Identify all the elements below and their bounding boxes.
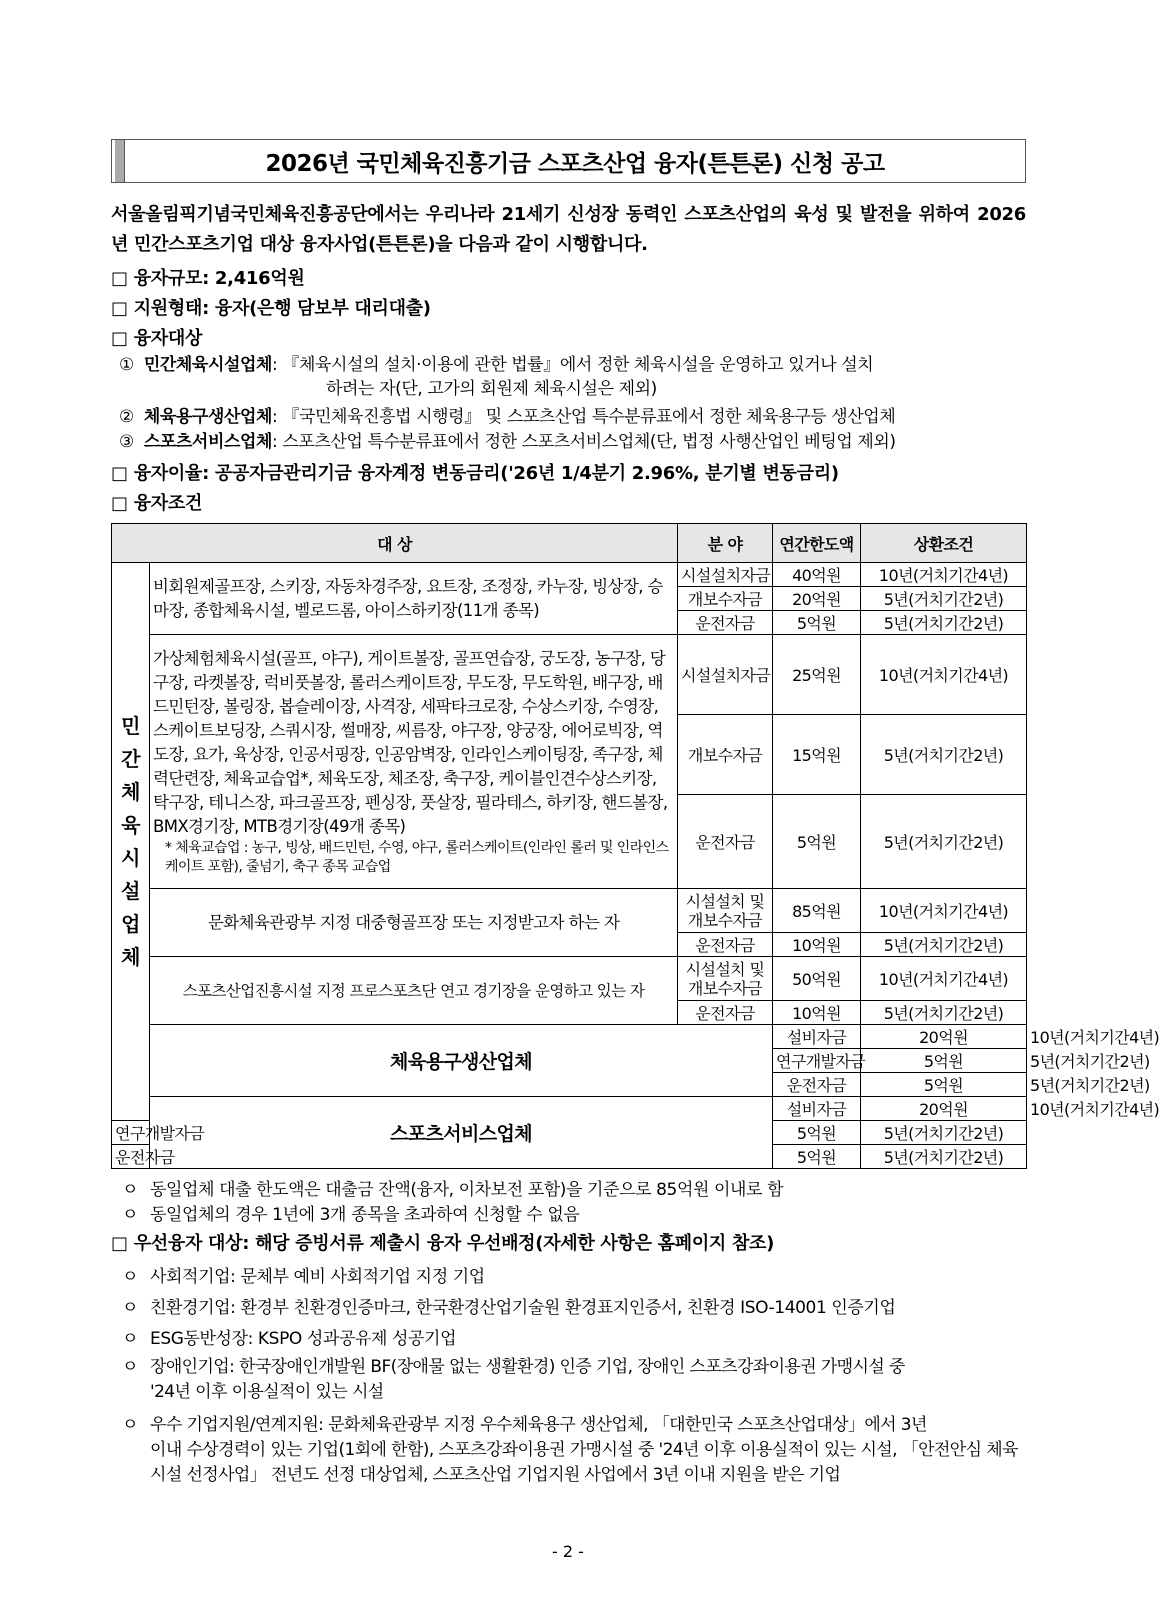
- note-1: ㅇ 동일업체 대출 한도액은 대출금 잔액(융자, 이차보전 포함)을 기준으로 85억원 이내로 함: [122, 1180, 784, 1200]
- table-cell: 5년(거치기간2년): [861, 933, 1027, 957]
- table-cell: 운전자금: [678, 933, 773, 957]
- table-cell: 10억원: [773, 1001, 861, 1025]
- table-cell: 5년(거치기간2년): [861, 1145, 1027, 1169]
- table-cell: 5억원: [861, 1049, 1027, 1073]
- intro-paragraph: 서울올림픽기념국민체육진흥공단에서는 우리나라 21세기 신성장 동력인 스포츠산업의 육성 및 발전을 위하여 2026년 민간스포츠기업 대상 융자사업(튼튼론)을 다음과 같이 시행합니다.: [111, 204, 1026, 255]
- table-cell: 운전자금: [112, 1145, 150, 1169]
- table-cell: 85억원: [773, 889, 861, 933]
- priority-item-5: ㅇ 우수 기업지원/연계지원: 문화체육관광부 지정 우수체육용구 생산업체, 「대한민국 스포츠산업대상」에서 3년 이내 수상경력이 있는 기업(1회에 한함), 스포츠강좌이용권 가맹시설 중 '24년 이후 이용실적이 있는 시설, 「안전안심 체육시설 선정사업」 전년도 선정 대상업체, 스포츠산업 기업지원 사업에서 3년 이내 지원을 받은 기업: [122, 1415, 1018, 1485]
- table-cell: 5년(거치기간2년): [861, 611, 1027, 635]
- g4-description: 스포츠산업진흥시설 지정 프로스포츠단 연고 경기장을 운영하고 있는 자: [150, 957, 678, 1025]
- g3-description: 문화체육관광부 지정 대중형골프장 또는 지정받고자 하는 자: [150, 889, 678, 957]
- table-cell: 10년(거치기간4년): [861, 563, 1027, 587]
- table-cell: 개보수자금: [678, 715, 773, 795]
- section-form: □ 지원형태: 융자(은행 담보부 대리대출): [111, 298, 431, 319]
- table-cell: 설비자금: [773, 1097, 861, 1121]
- table-cell: 40억원: [773, 563, 861, 587]
- table-cell: 5억원: [773, 1121, 861, 1145]
- table-cell: 5년(거치기간2년): [861, 1001, 1027, 1025]
- priority-item-4: ㅇ 장애인기업: 한국장애인개발원 BF(장애물 없는 생활환경) 인증 기업, 장애인 스포츠강좌이용권 가맹시설 중 '24년 이후 이용실적이 있는 시설: [122, 1357, 905, 1402]
- g2-footnote: * 체육교습업 : 농구, 빙상, 배드민턴, 수영, 야구, 롤러스케이트(인라인 롤러 및 인라인스케이트 포함), 줄넘기, 축구 종목 교습업: [165, 839, 669, 875]
- table-cell: 20억원: [773, 587, 861, 611]
- table-cell: 시설설치 및 개보수자금: [678, 889, 773, 933]
- table-cell: 시설설치 및 개보수자금: [678, 957, 773, 1001]
- table-cell: 5억원: [773, 795, 861, 889]
- header-repayment: 상환조건: [861, 524, 1027, 563]
- table-cell: 운전자금: [773, 1073, 861, 1097]
- table-cell: 10억원: [773, 933, 861, 957]
- priority-item-2: ㅇ 친환경기업: 환경부 친환경인증마크, 한국환경산업기술원 환경표지인증서, 친환경 ISO-14001 인증기업: [122, 1298, 896, 1318]
- table-cell: 5억원: [861, 1073, 1027, 1097]
- title-accent-bar: [115, 140, 125, 182]
- title-box: [111, 139, 1026, 183]
- table-cell: 시설설치자금: [678, 563, 773, 587]
- table-cell: 10년(거치기간4년): [861, 957, 1027, 1001]
- table-cell: 20억원: [861, 1025, 1027, 1049]
- table-cell: 5억원: [773, 611, 861, 635]
- table-cell: 운전자금: [678, 795, 773, 889]
- section-scale: □ 융자규모: 2,416억원: [111, 268, 305, 289]
- header-target: 대 상: [112, 524, 678, 563]
- service-group-label: 스포츠서비스업체: [150, 1097, 773, 1169]
- table-cell: 연구개발자금: [773, 1049, 861, 1073]
- header-field: 분 야: [678, 524, 773, 563]
- table-cell: 5년(거치기간2년): [861, 1121, 1027, 1145]
- section-priority: □ 우선융자 대상: 해당 증빙서류 제출시 융자 우선배정(자세한 사항은 홈페이지 참조): [111, 1233, 775, 1254]
- priority-item-3: ㅇ ESG동반성장: KSPO 성과공유제 성공기업: [122, 1329, 457, 1349]
- table-cell: 시설설치자금: [678, 635, 773, 715]
- section-target: □ 융자대상: [111, 328, 203, 349]
- table-cell: 5년(거치기간2년): [861, 715, 1027, 795]
- g2-description: 가상체험체육시설(골프, 야구), 게이트볼장, 골프연습장, 궁도장, 농구장, 당구장, 라켓볼장, 럭비풋볼장, 롤러스케이트장, 무도장, 무도학원, 배구장, 배드민턴장, 볼링장, 봅슬레이장, 사격장, 세팍타크로장, 수상스키장, 수영장, 스케이트보딩장, 스쿼시장, 썰매장, 씨름장, 야구장, 양궁장, 에어로빅장, 역도장, 요가, 육상장, 인공서핑장, 인공암벽장, 인라인스케이팅장, 족구장, 체력단련장, 체육교습업*, 체육도장, 체조장, 축구장, 케이블인견수상스키장, 탁구장, 테니스장, 파크골프장, 펜싱장, 풋살장, 필라테스, 하키장, 핸드볼장, BMX경기장, MTB경기장(49개 종목) * 체육교습업 : 농구, 빙상, 배드민턴, 수영, 야구, 롤러스케이트(인라인 롤러 및 인라인스케이트 포함), 줄넘기, 축구 종목 교습업: [150, 635, 678, 889]
- table-cell: 10년(거치기간4년): [861, 635, 1027, 715]
- table-cell: 설비자금: [773, 1025, 861, 1049]
- target-item-3: ③ 스포츠서비스업체: 스포츠산업 특수분류표에서 정한 스포츠서비스업체(단, 법정 사행산업인 베팅업 제외): [119, 432, 896, 452]
- table-cell: 5년(거치기간2년): [861, 587, 1027, 611]
- page-title: 2026년 국민체육진흥기금 스포츠산업 융자(튼튼론) 신청 공고: [265, 150, 885, 177]
- header-limit: 연간한도액: [773, 524, 861, 563]
- equip-group-label: 체육용구생산업체: [150, 1025, 773, 1097]
- g1-description: 비회원제골프장, 스키장, 자동차경주장, 요트장, 조정장, 카누장, 빙상장, 승마장, 종합체육시설, 벨로드롬, 아이스하키장(11개 종목): [150, 563, 678, 635]
- target-item-1: ① 민간체육시설업체: 『체육시설의 설치·이용에 관한 법률』에서 정한 체육시설을 운영하고 있거나 설치: [119, 355, 874, 375]
- table-cell: 운전자금: [678, 1001, 773, 1025]
- section-conditions: □ 융자조건: [111, 493, 203, 514]
- page-number: - 2 -: [552, 1542, 584, 1561]
- target-item-1-cont: 하려는 자(단, 고가의 회원제 체육시설은 제외): [326, 379, 657, 399]
- table-cell: 운전자금: [678, 611, 773, 635]
- table-cell: 5년(거치기간2년): [861, 795, 1027, 889]
- loan-conditions-table: 대 상 분 야 연간한도액 상환조건 민 간 체 육 시 설 업 체 비회원제골프장, 스키장, 자동차경주장, 요트장, 조정장, 카누장, 빙상장, 승마장, 종합체육시설, 벨로드롬, 아이스하키장(11개 종목) 시설설치자금 40억원 10년(거치기간4년) 개보수자금 20억원 5년(거치기간2년) 운전자금 5억원 5년(거치기간2년) 가상체험체육시설(골프, 야구), 게이트볼장, 골프연습장, 궁도장, 농구장, 당구장, 라켓볼장, 럭비풋볼장, 롤러스케이트장, 무도장, 무도학원, 배구장, 배드민턴장, 볼링장, 봅슬레이장, 사격장, 세팍타크로장, 수상스키장, 수영장, 스케이트보딩장, 스쿼시장, 썰매장, 씨름장, 야구장, 양궁장, 에어로빅장, 역도장, 요가, 육상장, 인공서핑장, 인공암벽장, 인라인스케이팅장, 족구장, 체력단련장, 체육교습업*, 체육도장, 체조장, 축구장, 케이블인견수상스키장, 탁구장, 테니스장, 파크골프장, 펜싱장, 풋살장, 필라테스, 하키장, 핸드볼장, BMX경기장, MTB경기장(49개 종목) * 체육교습업 : 농구, 빙상, 배드민턴, 수영, 야구, 롤러스케이트(인라인 롤러 및 인라인스케이트 포함), 줄넘기, 축구 종목 교습업 시설설치자금 25억원 10년(거치기간4년) 개보수자금 15억원 5년(거치기간2년) 운전자금 5억원 5년(거치기간2년) 문화체육관광부 지정 대중형골프장 또는 지정받고자 하는 자 시설설치 및 개보수자금 85억원 10년(거치기간4년) 운전자금 10억원 5년(거치기간2년) 스포츠산업진흥시설 지정 프로스포츠단 연고 경기장을 운영하고 있는 자 시설설치 및 개보수자금 50억원 10년(거치기간4년) 운전자금 10억원 5년(거치기간2년) 체육용구생산업체 설비자금 20억원 10년(거치기간4년) 연구개발자금 5억원 5년(거치기간2년) 운전자금 5억원 5년(거치기간2년) 스포츠서비스업체 설비자금 20억원 10년(거치기간4년) 연구개발자금 5억원 5년(거치기간2년) 운전자금 5억원 5년(거치기간2년): [111, 523, 1027, 1169]
- group-label-private-facility: 민 간 체 육 시 설 업 체: [112, 563, 150, 1121]
- table-cell: 15억원: [773, 715, 861, 795]
- table-cell: 25억원: [773, 635, 861, 715]
- table-cell: 연구개발자금: [112, 1121, 150, 1145]
- target-item-2: ② 체육용구생산업체: 『국민체육진흥법 시행령』 및 스포츠산업 특수분류표에서 정한 체육용구등 생산업체: [119, 407, 896, 427]
- table-cell: 20억원: [861, 1097, 1027, 1121]
- table-cell: 10년(거치기간4년): [861, 889, 1027, 933]
- priority-item-1: ㅇ 사회적기업: 문체부 예비 사회적기업 지정 기업: [122, 1267, 485, 1287]
- section-rate: □ 융자이율: 공공자금관리기금 융자계정 변동금리('26년 1/4분기 2.96%, 분기별 변동금리): [111, 463, 839, 484]
- table-cell: 50억원: [773, 957, 861, 1001]
- table-cell: 개보수자금: [678, 587, 773, 611]
- table-cell: 5억원: [773, 1145, 861, 1169]
- note-2: ㅇ 동일업체의 경우 1년에 3개 종목을 초과하여 신청할 수 없음: [122, 1205, 580, 1225]
